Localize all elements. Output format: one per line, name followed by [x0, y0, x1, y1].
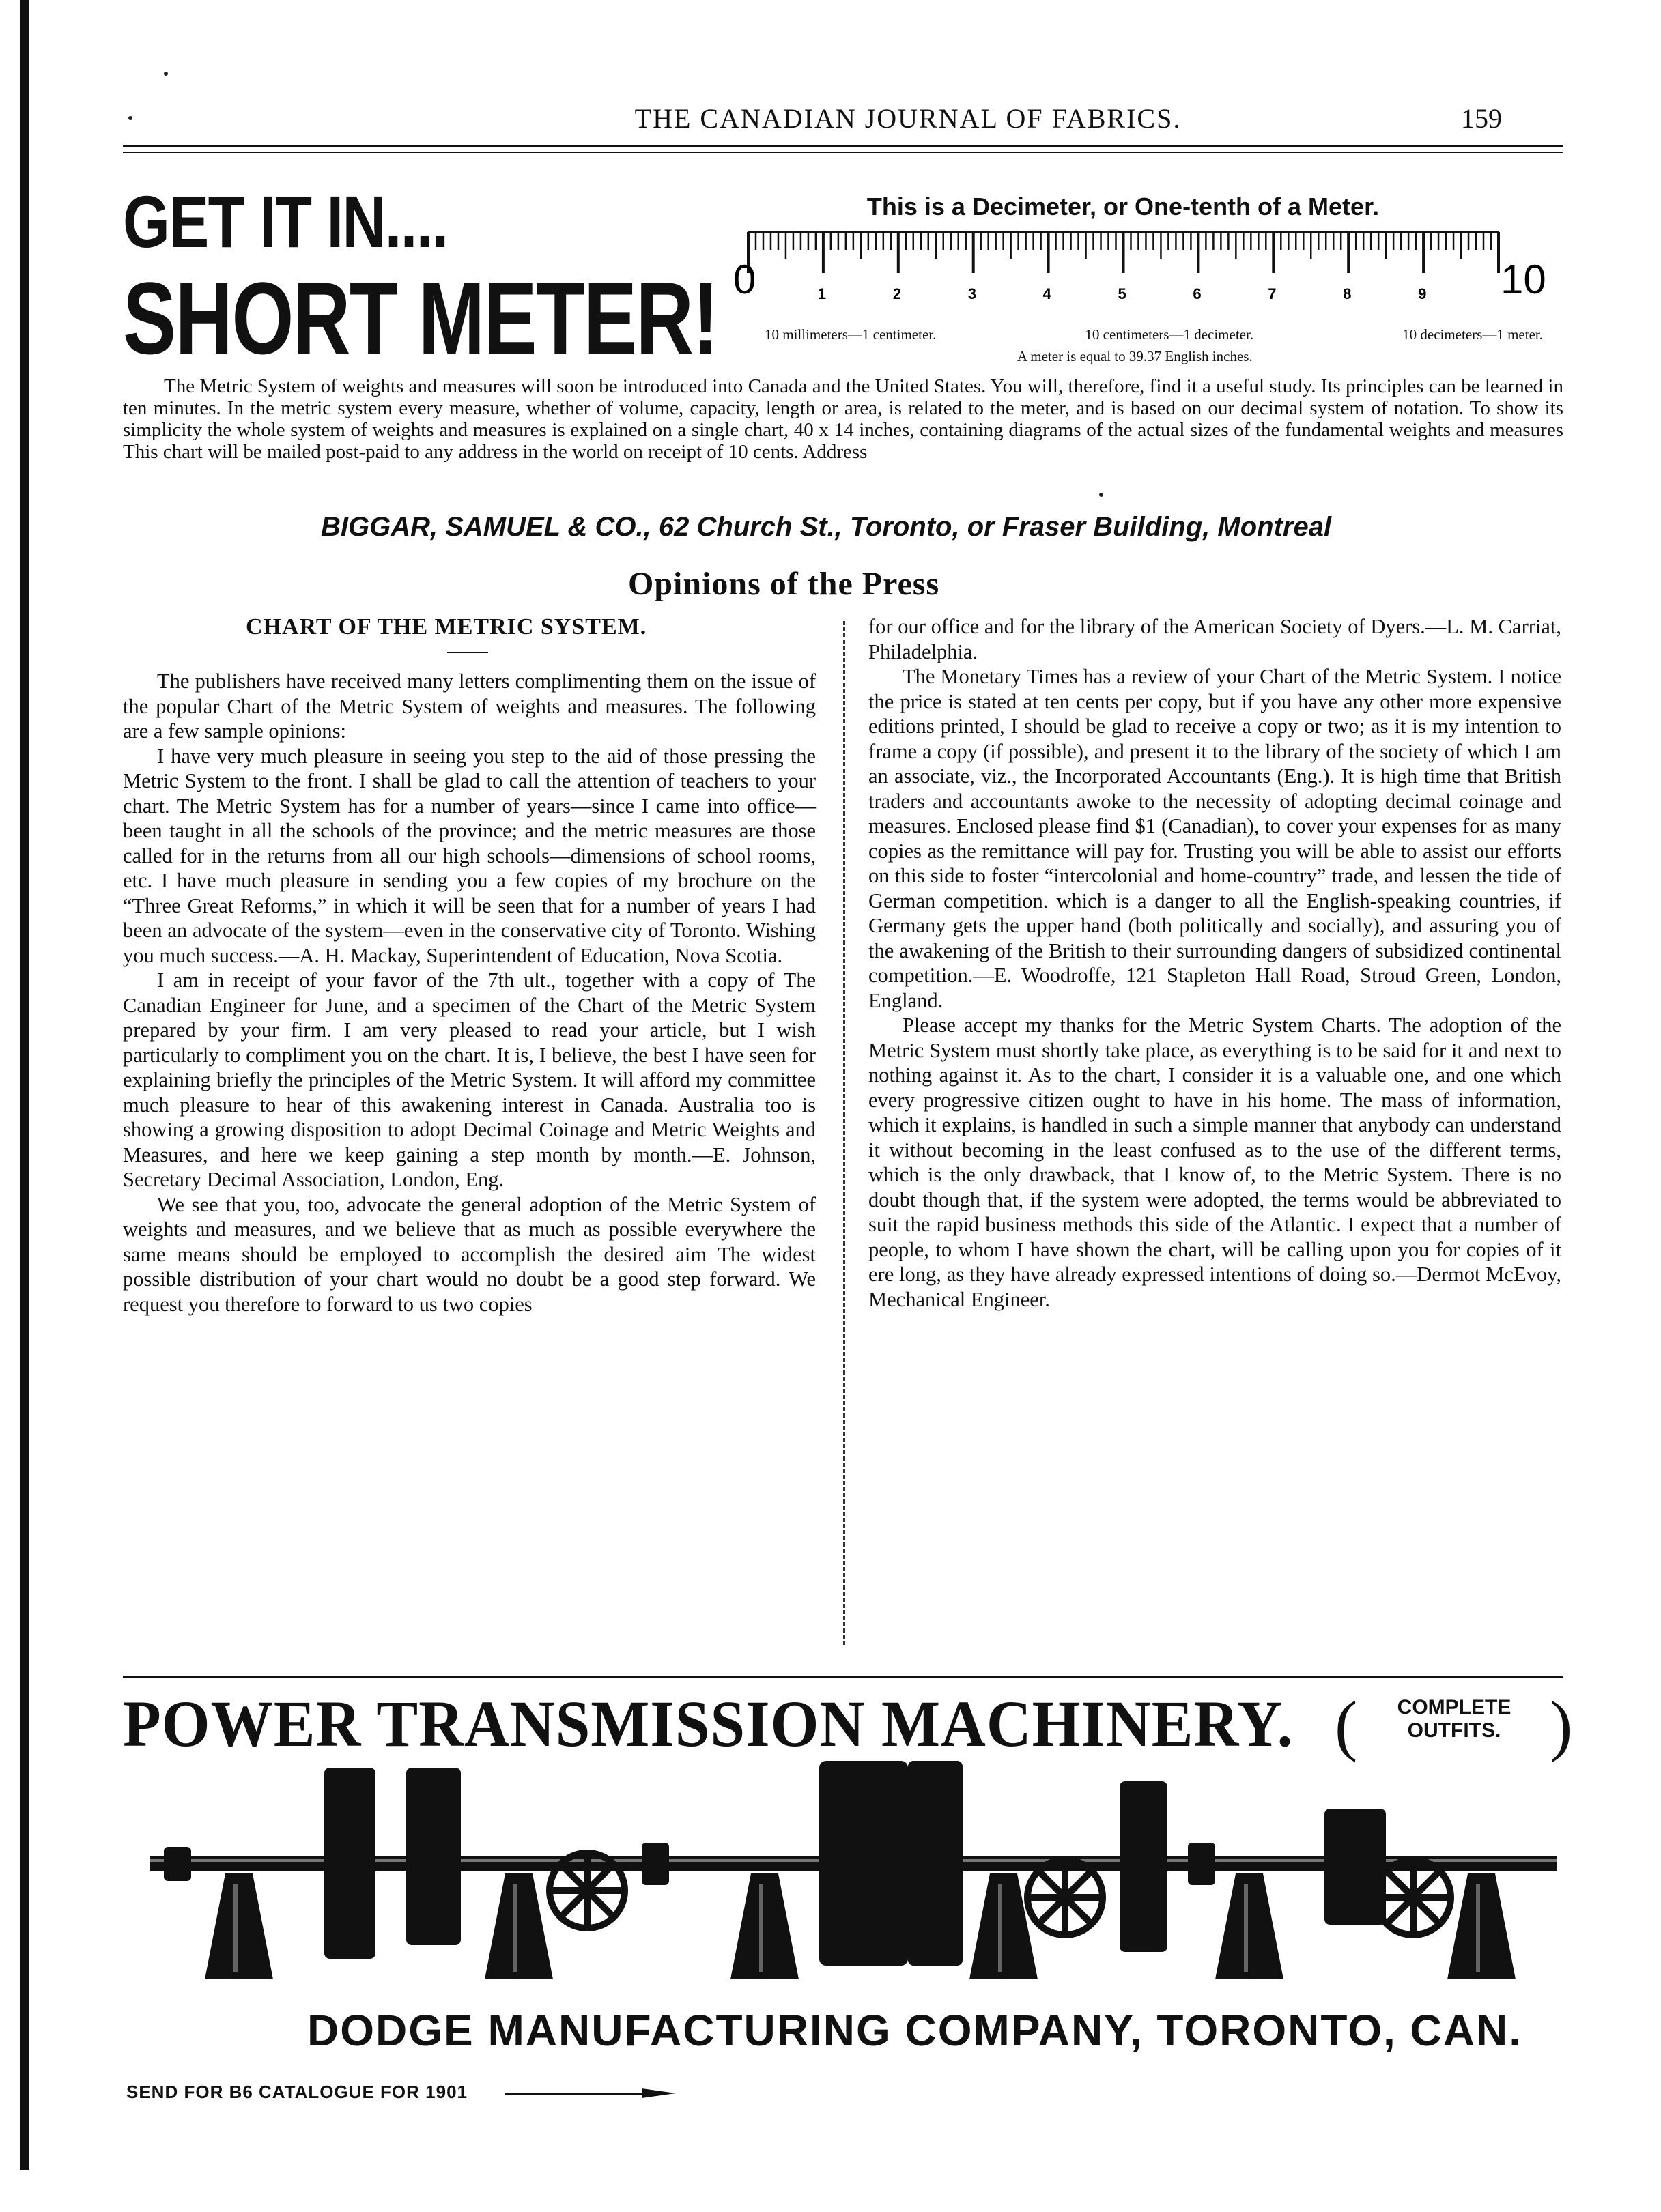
note-centimeters: 10 centimeters—1 decimeter. [1085, 326, 1254, 343]
section-title: Opinions of the Press [628, 566, 940, 602]
line-shaft-illustration [150, 1754, 1557, 1986]
ruler-number: 1 [817, 285, 827, 302]
ad-headline-line1: GET IT IN.... [123, 180, 448, 263]
ruler-number: 2 [892, 285, 902, 302]
paragraph: for our office and for the library of the American Society of Dyers.—L. M. Carriat, Philadelphia. [868, 615, 1561, 663]
catalogue-note: SEND FOR B6 CATALOGUE FOR 1901 [126, 2082, 468, 2102]
ruler-number: 5 [1118, 285, 1126, 302]
ruler-numbers [818, 285, 1426, 302]
note-millimeters: 10 millimeters—1 centimeter. [765, 326, 937, 343]
paragraph: I have very much pleasure in seeing you step to the aid of those pressing the Metric System to the front. I shall be glad to call the attention of teachers to your chart. The Metric System has for a number of years—since I came into office—been taught in all the schools of the province; and the metric measures are those called for in the returns from all our high schools—dimensions of school rooms, etc. I have much pleasure in sending you a few copies of my brochure on the “Three Great Reforms,” in which it will be seen that for a number of years I had been an advocate of the system—even in the conservative city of Toronto. Wishing you much success.—A. H. Mackay, Superintendent of Education, Nova Scotia. [123, 744, 816, 967]
right-column [868, 614, 1561, 1312]
page-number: 159 [1461, 103, 1502, 134]
paragraph: The publishers have received many letters complimenting them on the issue of the popular Chart of the Metric System of weights and measures. The following are a few sample opinions: [123, 670, 816, 743]
decimeter-ruler-illustration [717, 225, 1563, 321]
ruler-number: 8 [1343, 285, 1352, 302]
running-head: THE CANADIAN JOURNAL OF FABRICS. [634, 103, 1182, 134]
advertiser-address: BIGGAR, SAMUEL & CO., 62 Church St., Toronto, or Fraser Building, Montreal [321, 512, 1332, 542]
pointing-hand-icon [505, 2083, 683, 2103]
ruler-notes [765, 326, 1543, 343]
left-column [123, 669, 816, 1317]
print-speck [128, 116, 132, 120]
header-rule [123, 152, 1563, 153]
ruler-number: 4 [1042, 285, 1051, 302]
ad-headline-line2: SHORT METER! [123, 261, 718, 375]
company-name: DODGE MANUFACTURING COMPANY, TORONTO, CAN. [307, 2006, 1523, 2055]
column-divider [843, 621, 845, 1645]
print-speck [1099, 493, 1103, 497]
outfits-line2: OUTFITS. [1407, 1719, 1501, 1742]
ruler-start-label: 0 [733, 257, 756, 302]
machinery-headline: POWER TRANSMISSION MACHINERY. [123, 1687, 1294, 1760]
column-title: CHART OF THE METRIC SYSTEM. [246, 614, 647, 640]
note-decimeters: 10 decimeters—1 meter. [1402, 326, 1543, 343]
page-edge-bar [20, 0, 29, 2170]
complete-outfits [1362, 1696, 1546, 1742]
ruler-number: 9 [1418, 285, 1427, 302]
ruler-number: 7 [1268, 285, 1277, 302]
ad-rule [123, 1676, 1563, 1678]
paragraph: Please accept my thanks for the Metric System Charts. The adoption of the Metric System must shortly take place, as everything is to be said for it and next to nothing against it. As to the chart, I consider it is a valuable one, and one which every progressive citizen ought to have in his home. The mass of information, which it explains, is handled in such a simple manner that anybody can understand it without becoming in the least confused as to the use of the different terms, which is the only drawback, that I know of, to the Metric System. There is no doubt though that, if the system were adopted, the terms would be abbreviated to suit the rapid business methods this side of the Atlantic. I expect that a number of people, to whom I have shown the chart, will be calling upon you for copies of it ere long, as they have already expressed intentions of doing so.—Dermot McEvoy, Mechanical Engineer. [868, 1014, 1561, 1311]
header-rule [123, 145, 1563, 147]
ruler-number: 6 [1193, 285, 1202, 302]
metric-ad-body: The Metric System of weights and measures will soon be introduced into Canada and the United States. You will, therefore, find it a useful study. Its principles can be learned in ten minutes. In the metric system every measure, whether of volume, capacity, length or area, is related to the meter, and is based on our decimal system of notation. To show its simplicity the whole system of weights and measures is explained on a single chart, 40 x 14 inches, containing diagrams of the actual sizes of the fundamental weights and measures This chart will be mailed post-paid to any address in the world on receipt of 10 cents. Address [123, 375, 1563, 463]
ruler-ticks [748, 232, 1499, 273]
ruler-number: 3 [967, 285, 976, 302]
title-dash [447, 652, 488, 653]
paragraph: I am in receipt of your favor of the 7th ult., together with a copy of The Canadian Engineer for June, and a specimen of the Chart of the Metric System prepared by your firm. I am very pleased to read your article, but I wish particularly to compliment you on the chart. It is, I believe, the best I have seen for explaining briefly the principles of the Metric System. It will afford my committee much pleasure to hear of this awakening interest in Canada. Australia too is showing a growing disposition to adopt Decimal Coinage and Metric Weights and Measures, and here we keep gaining a step month by month.—E. Johnson, Secretary Decimal Association, London, Eng. [123, 968, 816, 1191]
bracket-close: ) [1550, 1687, 1573, 1763]
paragraph: The Monetary Times has a review of your Chart of the Metric System. I notice the price is stated at ten cents per copy, but if you have any other more expensive editions printed, I should be glad to receive a copy or two; as it is my intention to frame a copy (if possible), and present it to the library of the society of which I am an associate, viz., the Incorporated Accountants (Eng.). It is high time that British traders and accountants awoke to the necessity of adopting decimal coinage and measures. Enclosed please find $1 (Canadian), to cover your expenses for as many copies as the remittance will pay for. Trusting you will be able to assist our efforts on this side to foster “intercolonial and home-country” trade, and lessen the tide of German competition. which is a danger to all the English-speaking countries, if Germany gets the upper hand (both politically and socially), and assuring you of the awakening of the British to their surrounding dangers of subsidized continental competition.—E. Woodroffe, 121 Stapleton Hall Road, Stroud Green, London, England. [868, 665, 1561, 1012]
paragraph: We see that you, too, advocate the general adoption of the Metric System of weights and measures, and we believe that as much as possible everywhere the same means should be employed to accomplish the desired aim The widest possible distribution of your chart would no doubt be a good step forward. We request you therefore to forward to us two copies [123, 1192, 816, 1316]
meter-equivalence: A meter is equal to 39.37 English inches. [1017, 348, 1253, 364]
ruler-end-label: 10 [1501, 257, 1546, 302]
bracket-open: ( [1335, 1687, 1358, 1763]
print-speck [164, 72, 168, 76]
ruler-caption: This is a Decimeter, or One-tenth of a Meter. [866, 192, 1380, 220]
outfits-line1: COMPLETE [1397, 1696, 1511, 1719]
